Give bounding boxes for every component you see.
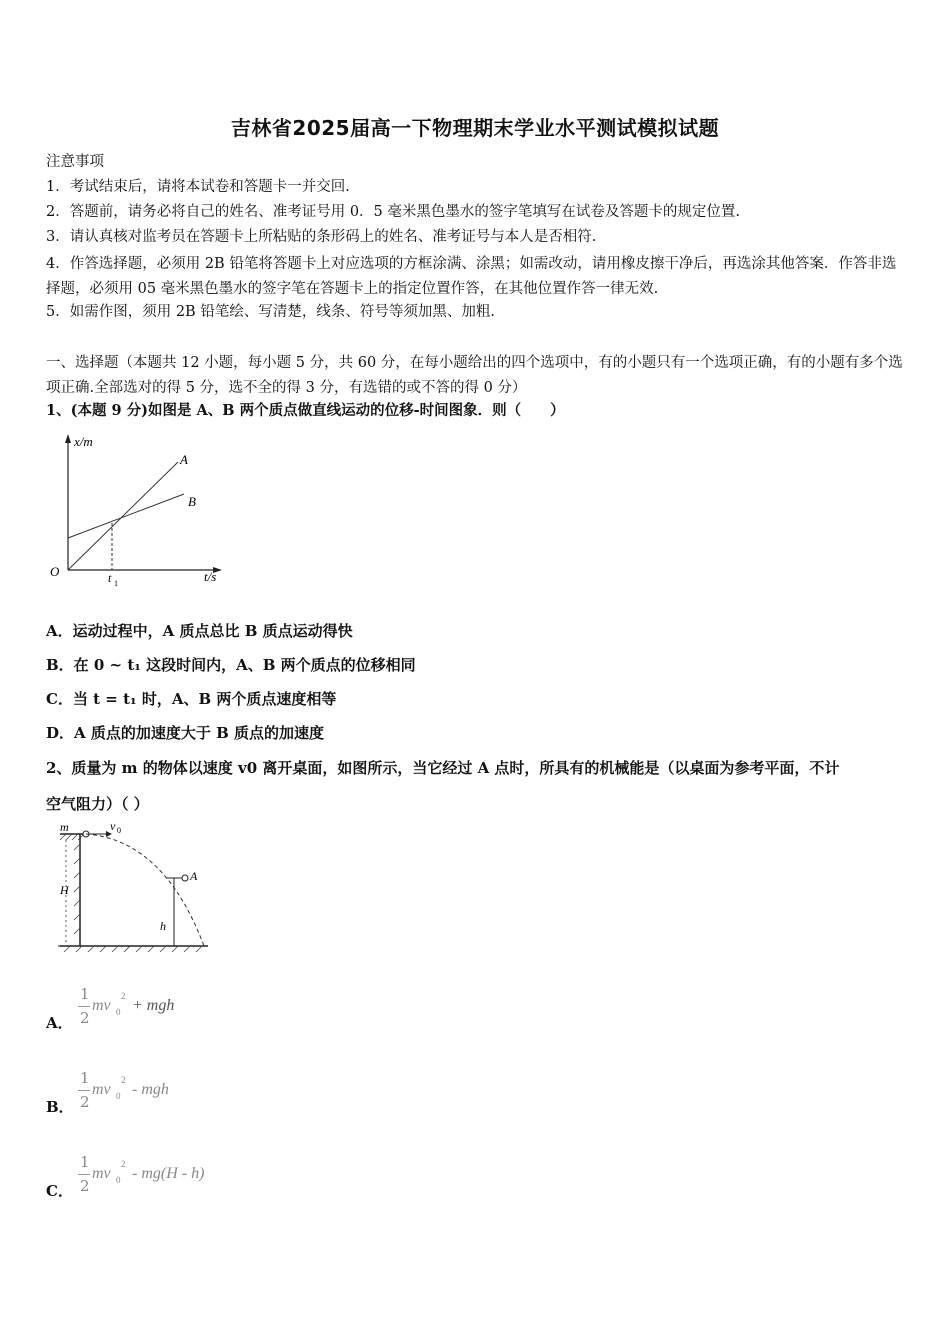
velocity-label: v bbox=[110, 820, 116, 833]
x-axis-label: t/s bbox=[204, 569, 217, 584]
xt-graph bbox=[44, 430, 234, 590]
section-header: 一、选择题（本题共 12 小题，每小题 5 分，共 60 分，在每小题给出的四个选项中，有的小题只有一个选项正确，有的小题有多个选项正确.全部选对的得 5 分，选不全的得 3 分，有选错的或不答的得 0 分） bbox=[46, 355, 903, 396]
q1-option-c[interactable]: C．当 t = t₁ 时，A、B 两个质点速度相等 bbox=[46, 690, 337, 708]
expression-tail: + mgh bbox=[132, 997, 175, 1014]
fraction-bar bbox=[78, 1090, 90, 1091]
fraction-denominator: 2 bbox=[80, 1009, 90, 1027]
q1-option-a[interactable]: A．运动过程中，A 质点总比 B 质点运动得快 bbox=[46, 622, 353, 640]
fraction-numerator: 1 bbox=[80, 1153, 90, 1171]
question-1-stem bbox=[46, 401, 565, 421]
question-2-stem-line2: 空气阻力）（ ） bbox=[46, 795, 149, 813]
table-side-hatch bbox=[74, 844, 80, 934]
expression-superscript: 2 bbox=[121, 991, 126, 1001]
question-number: 1、 bbox=[46, 402, 71, 419]
t1-subscript: 1 bbox=[114, 579, 118, 588]
fraction-numerator: 1 bbox=[80, 1069, 90, 1087]
velocity-subscript: 0 bbox=[117, 826, 121, 835]
line-b-label: B bbox=[188, 494, 196, 509]
notice-heading: 注意事项 bbox=[46, 154, 104, 170]
option-label: A． bbox=[46, 1014, 73, 1032]
fraction-numerator: 1 bbox=[80, 985, 90, 1003]
expression-subscript: 0 bbox=[116, 1091, 121, 1101]
line-a bbox=[68, 462, 178, 570]
q2-option-a[interactable] bbox=[46, 985, 346, 1045]
expression-subscript: 0 bbox=[116, 1007, 121, 1017]
fraction-bar bbox=[78, 1006, 90, 1007]
h-label: h bbox=[160, 919, 166, 933]
y-axis-label: x/m bbox=[74, 434, 93, 449]
expression-tail: - mgh bbox=[132, 1081, 169, 1098]
trajectory bbox=[86, 834, 204, 946]
q1-option-b[interactable]: B．在 0 ~ t₁ 这段时间内，A、B 两个质点的位移相同 bbox=[46, 656, 416, 674]
ground-hatch bbox=[64, 946, 202, 952]
point-a bbox=[182, 875, 188, 881]
notice-item: 2．答题前，请务必将自己的姓名、准考证号用 0．5 毫米黑色墨水的签字笔填写在试卷及答题卡的规定位置. bbox=[46, 204, 740, 220]
expression-base: mv bbox=[92, 1165, 111, 1182]
notice-item: 4．作答选择题，必须用 2B 铅笔将答题卡上对应选项的方框涂满、涂黑；如需改动，请用橡皮擦干净后，再选涂其他答案．作答非选择题，必须用 05 毫米黑色墨水的签字笔在答题卡上的指定位置作答，在其他位置作答一律无效. bbox=[46, 256, 897, 297]
q2-option-c[interactable] bbox=[46, 1153, 346, 1213]
expression-base: mv bbox=[92, 997, 111, 1014]
expression-base: mv bbox=[92, 1081, 111, 1098]
fraction-denominator: 2 bbox=[80, 1177, 90, 1195]
page-title: 吉林省2025届高一下物理期末学业水平测试模拟试题 bbox=[230, 116, 720, 140]
option-label: C． bbox=[46, 1182, 73, 1200]
fraction-bar bbox=[78, 1174, 90, 1175]
mass-label: m bbox=[60, 820, 69, 834]
question-text: (本题 9 分)如图是 A、B 两个质点做直线运动的位移-时间图象．则（ ） bbox=[70, 402, 565, 419]
question-2-stem-line1: 2、质量为 m 的物体以速度 v0 离开桌面，如图所示，当它经过 A 点时，所具有的机械能是（以桌面为参考平面，不计 bbox=[46, 759, 840, 777]
expression-superscript: 2 bbox=[121, 1159, 126, 1169]
projectile-figure bbox=[44, 820, 214, 960]
line-b bbox=[68, 494, 184, 538]
origin-label: O bbox=[50, 564, 60, 579]
notice-item: 1．考试结束后，请将本试卷和答题卡一并交回. bbox=[46, 179, 350, 195]
line-a-label: A bbox=[180, 452, 188, 467]
q1-option-d[interactable]: D．A 质点的加速度大于 B 质点的加速度 bbox=[46, 724, 324, 742]
notice-item: 5．如需作图，须用 2B 铅笔绘、写清楚，线条、符号等须加黑、加粗. bbox=[46, 304, 495, 320]
q2-option-b[interactable] bbox=[46, 1069, 346, 1129]
t1-label: t bbox=[108, 571, 112, 585]
notice-item: 3．请认真核对监考员在答题卡上所粘贴的条形码上的姓名、准考证号与本人是否相符. bbox=[46, 229, 597, 245]
fraction-denominator: 2 bbox=[80, 1093, 90, 1111]
expression-subscript: 0 bbox=[116, 1175, 121, 1185]
point-a-label: A bbox=[190, 869, 198, 883]
option-label: B． bbox=[46, 1098, 74, 1116]
H-label: H bbox=[60, 883, 69, 897]
expression-superscript: 2 bbox=[121, 1075, 126, 1085]
expression-tail: - mg(H - h) bbox=[132, 1165, 205, 1182]
y-axis-arrow bbox=[65, 434, 71, 443]
